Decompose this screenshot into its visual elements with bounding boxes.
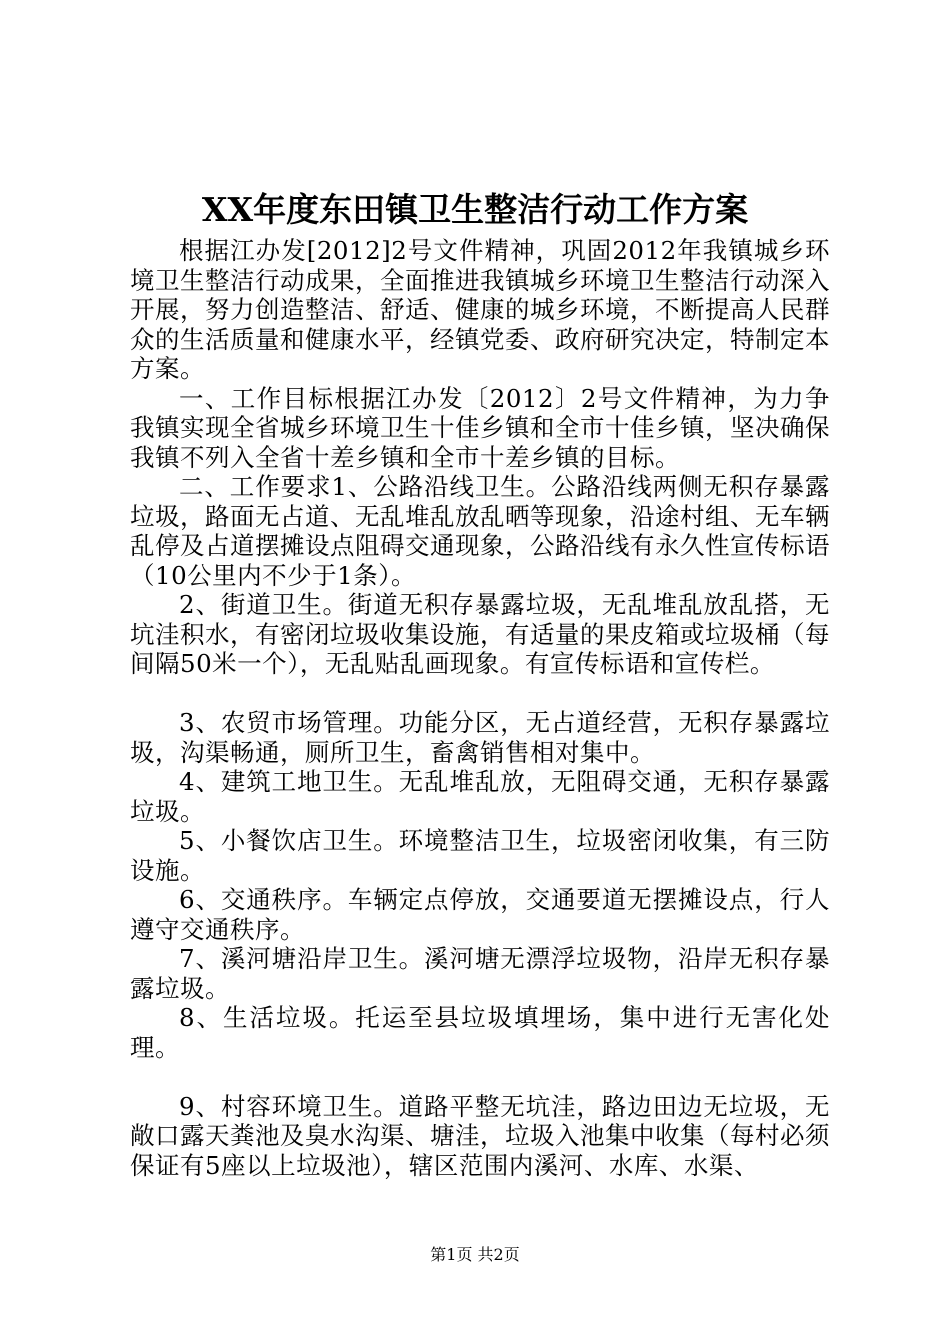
paragraph-construction-site: 4、建筑工地卫生。无乱堆乱放，无阻碍交通，无积存暴露垃圾。 <box>130 767 830 826</box>
paragraph-street-sanitation: 2、街道卫生。街道无积存暴露垃圾，无乱堆乱放乱搭，无坑洼积水，有密闭垃圾收集设施，有适量的果皮箱或垃圾桶（每间隔50米一个），无乱贴乱画现象。有宣传标语和宣传栏。 <box>130 590 830 678</box>
paragraph-traffic-order: 6、交通秩序。车辆定点停放，交通要道无摆摊设点，行人遵守交通秩序。 <box>130 885 830 944</box>
paragraph-market-management: 3、农贸市场管理。功能分区，无占道经营，无积存暴露垃圾，沟渠畅通，厕所卫生，畜禽销售相对集中。 <box>130 708 830 767</box>
paragraph-village-environment: 9、村容环境卫生。道路平整无坑洼，路边田边无垃圾，无敞口露天粪池及臭水沟渠、塘洼，垃圾入池集中收集（每村必须保证有5座以上垃圾池），辖区范围内溪河、水库、水渠、 <box>130 1091 830 1180</box>
document-body <box>130 236 830 1180</box>
page-number-label: 第1页 共2页 <box>430 1245 520 1264</box>
paragraph-small-restaurant: 5、小餐饮店卫生。环境整洁卫生，垃圾密闭收集，有三防设施。 <box>130 826 830 885</box>
document-title: XX年度东田镇卫生整洁行动工作方案 <box>201 190 749 229</box>
paragraph-intro: 根据江办发[2012]2号文件精神，巩固2012年我镇城乡环境卫生整洁行动成果，全面推进我镇城乡环境卫生整洁行动深入开展，努力创造整洁、舒适、健康的城乡环境，不断提高人民群众的生活质量和健康水平，经镇党委、政府研究决定，特制定本方案。 <box>130 236 830 383</box>
paragraph-household-waste: 8、生活垃圾。托运至县垃圾填埋场，集中进行无害化处理。 <box>130 1003 830 1062</box>
paragraph-highway-sanitation: 二、工作要求1、公路沿线卫生。公路沿线两侧无积存暴露垃圾，路面无占道、无乱堆乱放乱晒等现象，沿途村组、无车辆乱停及占道摆摊设点阻碍交通现象，公路沿线有永久性宣传标语（10公里内不少于1条）。 <box>130 472 830 590</box>
paragraph-riverbank: 7、溪河塘沿岸卫生。溪河塘无漂浮垃圾物，沿岸无积存暴露垃圾。 <box>130 944 830 1003</box>
page-footer <box>0 1245 950 1265</box>
paragraph-work-goal: 一、工作目标根据江办发〔2012〕2号文件精神，为力争我镇实现全省城乡环境卫生十佳乡镇和全市十佳乡镇，坚决确保我镇不列入全省十差乡镇和全市十差乡镇的目标。 <box>130 383 830 472</box>
